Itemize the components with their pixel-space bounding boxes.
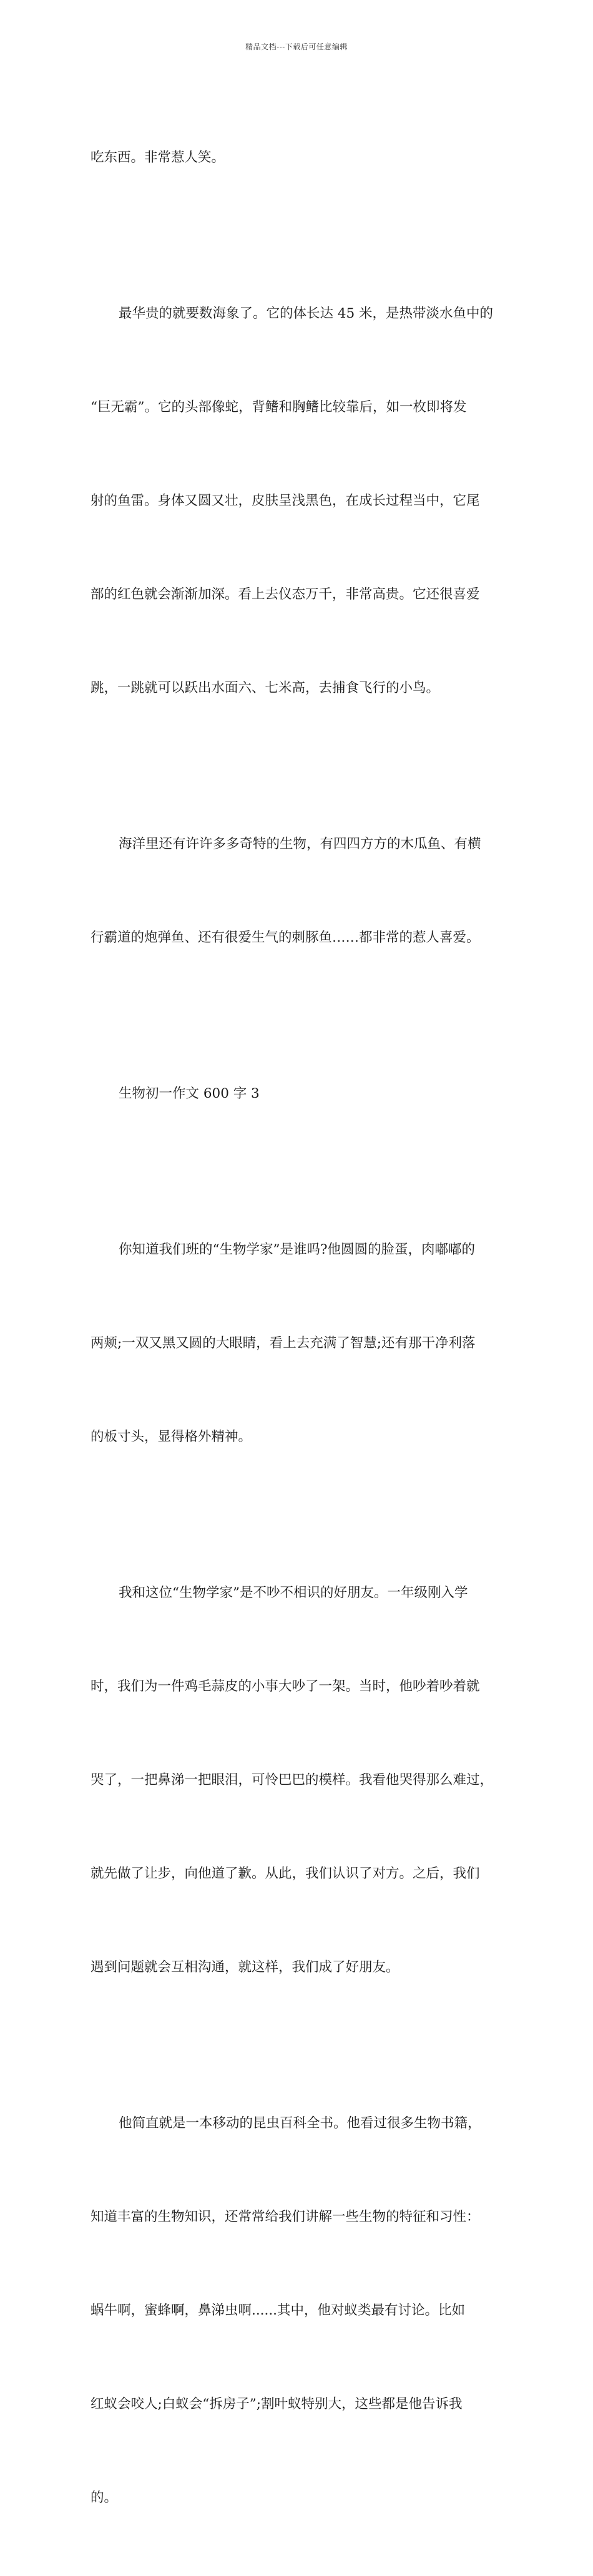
section-heading	[91, 1016, 512, 1172]
text-line: 时，我们为一件鸡毛蒜皮的小事大吵了一架。当时，他吵着吵着就	[91, 1679, 480, 1694]
paragraph-5	[91, 1515, 512, 2046]
paragraph-2	[91, 236, 512, 766]
page-header: 精品文档---下载后可任意编辑	[245, 42, 348, 51]
text-line: 的板寸头，显得格外精神。	[91, 1429, 252, 1445]
text-line: 遇到问题就会互相沟通，就这样，我们成了好朋友。	[91, 1959, 399, 1975]
paragraph-3	[91, 766, 512, 1016]
text-line: 行霸道的炮弹鱼、还有很爱生气的刺豚鱼……都非常的惹人喜爱。	[91, 930, 480, 945]
text-line: 就先做了让步，向他道了歉。从此，我们认识了对方。之后，我们	[91, 1866, 480, 1881]
paragraph-4	[91, 1172, 512, 1515]
text-line: “巨无霸”。它的头部像蛇，背鳍和胸鳍比较靠后，如一枚即将发	[91, 399, 467, 415]
text-line: 他简直就是一本移动的昆虫百科全书。他看过很多生物书籍，	[119, 2115, 481, 2131]
text-line: 最华贵的就要数海象了。它的体长达 45 米，是热带淡水鱼中的	[119, 306, 494, 321]
text-line: 你知道我们班的“生物学家”是谁吗?他圆圆的脸蛋，肉嘟嘟的	[119, 1242, 476, 1257]
document-body	[91, 80, 512, 2576]
text-line: 哭了，一把鼻涕一把眼泪，可怜巴巴的模样。我看他哭得那么难过，	[91, 1772, 494, 1788]
paragraph-6	[91, 2046, 512, 2576]
text-line: 蜗牛啊，蜜蜂啊，鼻涕虫啊......其中，他对蚁类最有讨论。比如	[91, 2303, 466, 2318]
text-line: 我和这位“生物学家”是不吵不相识的好朋友。一年级刚入学	[119, 1585, 468, 1601]
text-line: 射的鱼雷。身体又圆又壮，皮肤呈浅黑色，在成长过程当中，它尾	[91, 493, 480, 509]
text-line: 的。	[91, 2490, 118, 2505]
text-line: 部的红色就会渐渐加深。看上去仪态万千，非常高贵。它还很喜爱	[91, 587, 480, 602]
text-line: 知道丰富的生物知识，还常常给我们讲解一些生物的特征和习性：	[91, 2209, 480, 2225]
paragraph-1	[91, 80, 512, 236]
section-title: 生物初一作文 600 字 3	[119, 1086, 260, 1101]
text-line: 吃东西。非常惹人笑。	[91, 150, 225, 165]
text-line: 红蚁会咬人;白蚁会“拆房子”;割叶蚁特别大，这些都是他告诉我	[91, 2396, 463, 2412]
text-line: 海洋里还有许许多多奇特的生物，有四四方方的木瓜鱼、有横	[119, 836, 481, 852]
text-line: 跳，一跳就可以跃出水面六、七米高，去捕食飞行的小鸟。	[91, 680, 440, 696]
text-line: 两颊;一双又黑又圆的大眼睛，看上去充满了智慧;还有那干净利落	[91, 1335, 476, 1351]
